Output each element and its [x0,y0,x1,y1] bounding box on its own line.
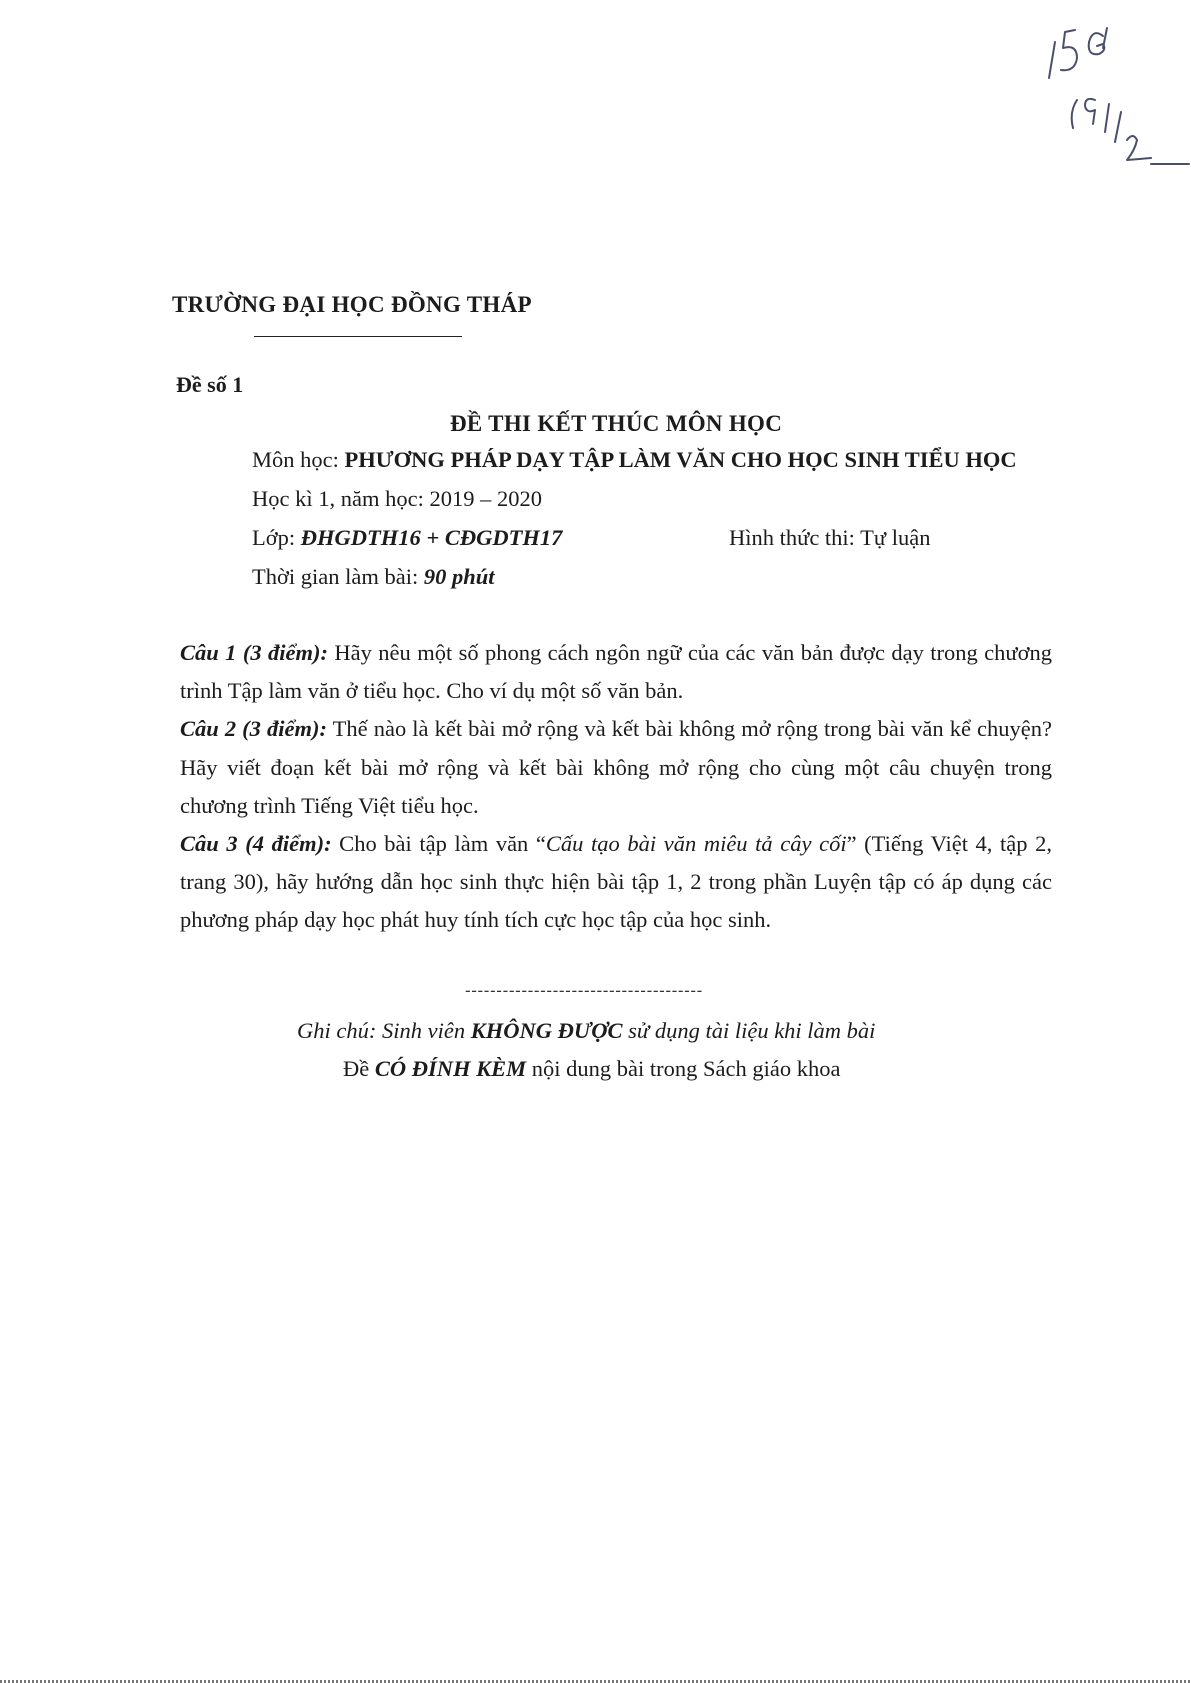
class-label: Lớp: [252,525,301,550]
time-label: Thời gian làm bài: [252,564,424,589]
question-2-label: Câu 2 (3 điểm): [180,716,327,742]
question-2-text: Thế nào là kết bài mở rộng và kết bài không mở rộng trong bài văn kể chuyện? Hãy viết đoạn kết bài mở rộng và kết bài không mở rộng cho cùng một câu chuyện trong chương trình Tiếng Việt tiểu học. [180,716,1053,818]
handwritten-annotation [1011,0,1191,190]
question-3-text-after: ” (Tiếng Việt 4, tập 2, trang 30), hãy hướng dẫn học sinh thực hiện bài tập 1, 2 trong phần Luyện tập có áp dụng các phương pháp dạy học phát huy tính tích cực học tập của học sinh. [180,831,1053,933]
question-1-label: Câu 1 (3 điểm): [180,640,328,665]
question-1-text: Hãy nêu một số phong cách ngôn ngữ của các văn bản được dạy trong chương trình Tập làm văn ở tiểu học. Cho ví dụ một số văn bản. [180,640,1052,704]
exam-form: Hình thức thi: Tự luận [729,525,931,550]
subject-label: Môn học: [252,447,345,472]
subject-value: PHƯƠNG PHÁP DẠY TẬP LÀM VĂN CHO HỌC SINH TIỂU HỌC [344,447,1017,472]
exam-number: Đề số 1 [176,372,244,397]
divider-dashes: -------------------------------------- [465,981,703,1000]
class-value: ĐHGDTH16 + CĐGDTH17 [300,525,563,550]
subject-line [252,447,1017,473]
school-name: TRƯỜNG ĐẠI HỌC ĐỒNG THÁP [172,292,532,317]
school-underline [254,336,462,337]
note-emphasis-2: CÓ ĐÍNH KÈM [374,1056,527,1081]
exam-title: ĐỀ THI KẾT THÚC MÔN HỌC [450,411,783,436]
questions [180,634,1052,940]
term-line: Học kì 1, năm học: 2019 – 2020 [252,486,542,511]
note-line-2: Đề CÓ ĐÍNH KÈM nội dung bài trong Sách giáo khoa [343,1056,841,1081]
question-3-text-before: Cho bài tập làm văn “ [331,831,546,857]
note-emphasis-1: KHÔNG ĐƯỢC [470,1018,623,1043]
class-line [252,525,562,551]
question-2 [180,710,1052,825]
time-value: 90 phút [423,564,495,589]
question-3-label: Câu 3 (4 điểm): [180,831,332,857]
question-3-quoted-title: Cấu tạo bài văn miêu tả cây cối [545,831,847,857]
question-1 [180,634,1052,710]
time-line [252,564,495,590]
note-line-1: Ghi chú: Sinh viên KHÔNG ĐƯỢC sử dụng tài liệu khi làm bài [297,1018,876,1043]
question-3 [180,825,1052,940]
